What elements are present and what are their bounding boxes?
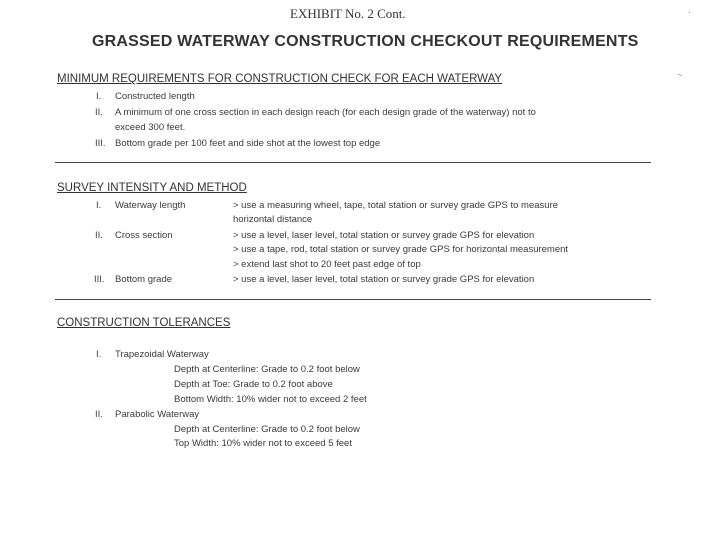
tolerance-line: Depth at Centerline: Grade to 0.2 foot below bbox=[174, 424, 360, 435]
survey-item-label: Waterway length bbox=[115, 200, 186, 211]
item-number: II. bbox=[95, 107, 103, 118]
requirement-text-continued: exceed 300 feet. bbox=[115, 122, 186, 133]
item-number: III. bbox=[95, 138, 106, 149]
item-number: I. bbox=[96, 91, 102, 102]
tolerance-line: Depth at Toe: Grade to 0.2 foot above bbox=[174, 379, 333, 390]
item-number: I. bbox=[96, 349, 102, 360]
scan-mark: ⁻ bbox=[673, 70, 684, 84]
requirement-text: Bottom grade per 100 feet and side shot at the lowest top edge bbox=[115, 138, 381, 149]
requirement-text: Constructed length bbox=[115, 91, 195, 102]
survey-item-label: Bottom grade bbox=[115, 274, 173, 285]
tolerance-line: Top Width: 10% wider not to exceed 5 feet bbox=[174, 438, 352, 449]
item-number: II. bbox=[95, 230, 103, 241]
survey-method-line: horizontal distance bbox=[233, 214, 313, 225]
survey-item-label: Cross section bbox=[115, 230, 173, 241]
tolerance-line: Depth at Centerline: Grade to 0.2 foot below bbox=[174, 364, 360, 375]
survey-method-line: > use a measuring wheel, tape, total station or survey grade GPS to measure bbox=[233, 200, 559, 211]
tolerances-heading: CONSTRUCTION TOLERANCES bbox=[57, 317, 231, 329]
item-number: I. bbox=[96, 200, 102, 211]
item-number: III. bbox=[94, 274, 105, 285]
divider bbox=[55, 299, 651, 300]
survey-method-line: > use a level, laser level, total station or survey grade GPS for elevation bbox=[233, 230, 535, 241]
minimum-requirements-heading: MINIMUM REQUIREMENTS FOR CONSTRUCTION CHECK FOR EACH WATERWAY bbox=[57, 73, 503, 85]
requirement-text: A minimum of one cross section in each design reach (for each design grade of the waterway) not to bbox=[115, 107, 536, 118]
survey-method-line: > use a tape, rod, total station or survey grade GPS for horizontal measurement bbox=[233, 244, 569, 255]
survey-method-line: > extend last shot to 20 feet past edge of top bbox=[233, 259, 421, 270]
item-number: II. bbox=[95, 409, 103, 420]
divider bbox=[55, 162, 651, 163]
exhibit-label: EXHIBIT No. 2 Cont. bbox=[290, 6, 406, 21]
scan-mark: · bbox=[688, 8, 691, 17]
tolerance-line: Bottom Width: 10% wider not to exceed 2 feet bbox=[174, 394, 367, 405]
tolerance-item-label: Parabolic Waterway bbox=[115, 409, 200, 420]
tolerance-item-label: Trapezoidal Waterway bbox=[115, 349, 209, 360]
page-title: GRASSED WATERWAY CONSTRUCTION CHECKOUT REQUIREMENTS bbox=[92, 33, 639, 50]
survey-method-line: > use a level, laser level, total station or survey grade GPS for elevation bbox=[233, 274, 535, 285]
survey-heading: SURVEY INTENSITY AND METHOD bbox=[57, 182, 247, 194]
